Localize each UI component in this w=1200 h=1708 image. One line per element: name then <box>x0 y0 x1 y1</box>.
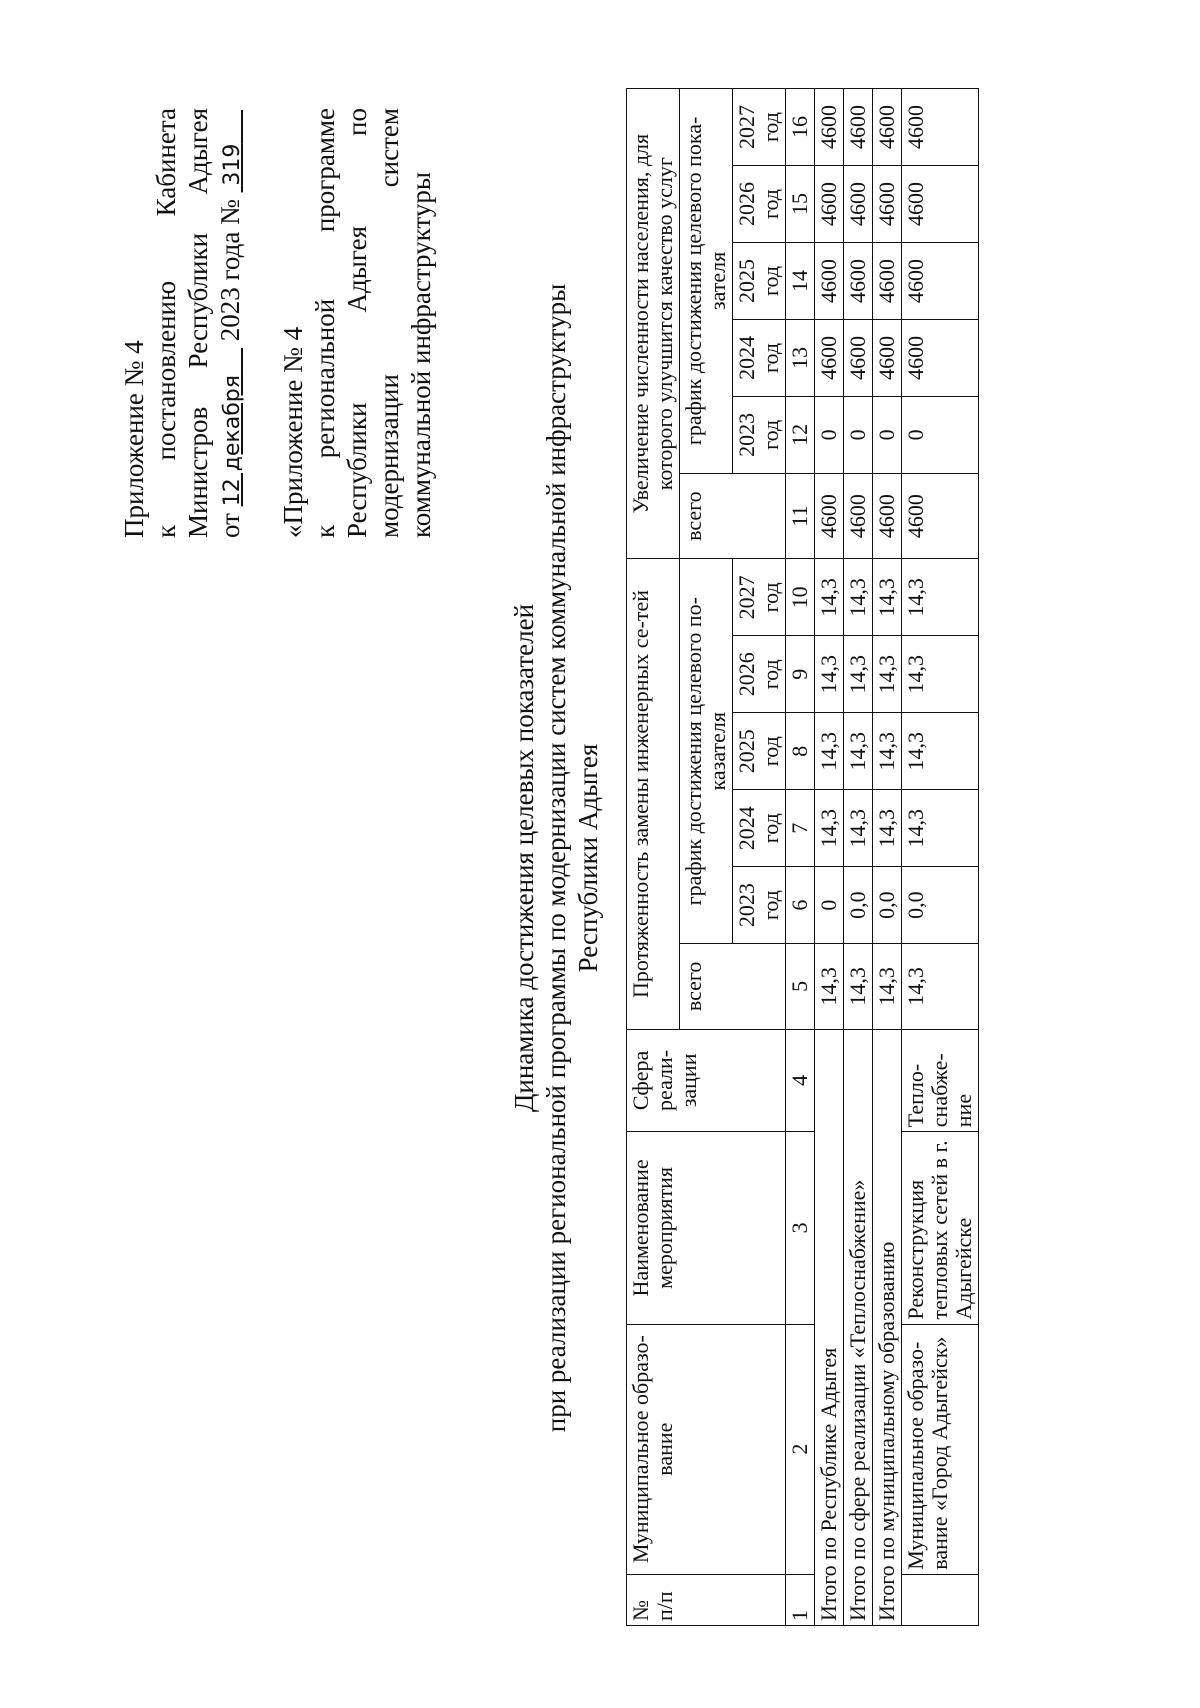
cell: 4600 <box>902 319 979 396</box>
appendix-word: региональной <box>310 298 340 459</box>
cell: 0 <box>902 396 979 473</box>
col-number: 8 <box>786 713 815 790</box>
cell: 4600 <box>873 89 902 166</box>
row-label: Итого по Республике Адыгея <box>815 1029 844 1625</box>
appendix-line <box>150 108 182 538</box>
header-total: всего <box>680 473 786 559</box>
cell: 14,3 <box>815 713 844 790</box>
appendix-word: Адыгея <box>342 226 372 313</box>
cell: 14,3 <box>844 944 873 1030</box>
title-line: при реализации региональной программы по модернизации систем коммунальной инфраструктуры <box>541 283 571 1433</box>
col-number: 14 <box>786 242 815 319</box>
cell: 14,3 <box>844 713 873 790</box>
cell: 4600 <box>844 242 873 319</box>
header-population-group: Увеличение численности населения, для которого улучшится качество услуг <box>627 89 680 559</box>
header-year: 2023 год <box>733 396 786 473</box>
appendix-word: к <box>310 524 340 538</box>
handwritten-number: 319 <box>220 143 245 186</box>
cell: 14,3 <box>902 944 979 1030</box>
cell: 4600 <box>873 319 902 396</box>
cell: 4600 <box>902 242 979 319</box>
cell: 0 <box>844 396 873 473</box>
cell: 14,3 <box>815 944 844 1030</box>
appendix-line <box>341 108 373 538</box>
cell: 14,3 <box>815 636 844 713</box>
header-year: 2024 год <box>733 319 786 396</box>
appendix-line <box>373 108 405 538</box>
cell: 4600 <box>844 473 873 559</box>
cell: 4600 <box>815 473 844 559</box>
cell: 14,3 <box>844 636 873 713</box>
col-number: 11 <box>786 473 815 559</box>
appendix-line: коммунальной инфраструктуры <box>406 172 436 538</box>
header-schedule: график достижения целевого пока-зателя <box>680 89 733 474</box>
cell: 14,3 <box>873 790 902 867</box>
cell: 4600 <box>844 89 873 166</box>
cell: 4600 <box>873 242 902 319</box>
appendix-word: к <box>151 524 181 538</box>
col-number: 2 <box>786 1324 815 1574</box>
header-year: 2024 год <box>733 790 786 867</box>
row-label: Итого по сфере реализации «Теплоснабжение» <box>844 1029 873 1625</box>
detail-municipality: Муниципальное образо-вание «Город Адыгейск» <box>902 1324 979 1574</box>
header-num: № п/п <box>627 1574 786 1625</box>
handwritten-date: 12 декабря <box>220 375 245 507</box>
appendix-line: Министров Республики Адыгея <box>183 108 213 538</box>
header-year: 2026 год <box>733 166 786 243</box>
col-number: 6 <box>786 867 815 944</box>
cell: 4600 <box>844 166 873 243</box>
detail-sphere: Тепло-снабже-ние <box>902 1029 979 1132</box>
col-number: 12 <box>786 396 815 473</box>
cell: 4600 <box>902 89 979 166</box>
cell: 14,3 <box>902 636 979 713</box>
appendix-line: «Приложение № 4 <box>278 326 308 538</box>
header-year: 2023 год <box>733 867 786 944</box>
cell: 14,3 <box>873 559 902 636</box>
appendix-word: Республики <box>342 402 372 538</box>
cell: 0 <box>873 396 902 473</box>
appendix-date-line <box>214 108 249 538</box>
col-number: 3 <box>786 1132 815 1324</box>
appendix-block <box>118 108 437 538</box>
cell: 4600 <box>815 166 844 243</box>
appendix-word: постановлению <box>151 280 181 461</box>
appendix-date-handwritten <box>215 348 245 506</box>
column-numbers-row <box>786 89 815 1626</box>
cell: 14,3 <box>902 790 979 867</box>
total-row <box>844 89 873 1626</box>
cell: 14,3 <box>902 559 979 636</box>
appendix-word: 2023 года № <box>215 199 245 342</box>
total-row <box>815 89 844 1626</box>
cell: 14,3 <box>844 559 873 636</box>
header-year: 2026 год <box>733 636 786 713</box>
cell: 0,0 <box>902 867 979 944</box>
detail-row <box>902 89 979 1626</box>
cell: 4600 <box>902 473 979 559</box>
col-number: 9 <box>786 636 815 713</box>
title-line: Республики Адыгея <box>573 743 603 973</box>
cell: 14,3 <box>844 790 873 867</box>
cell: 0,0 <box>873 867 902 944</box>
header-total: всего <box>680 944 786 1030</box>
indicators-table <box>626 88 979 1626</box>
appendix-number-handwritten <box>215 110 245 193</box>
row-label: Итого по муниципальному образованию <box>873 1029 902 1625</box>
cell: 14,3 <box>873 636 902 713</box>
col-number: 16 <box>786 89 815 166</box>
header-sphere: Сфера реали-зации <box>627 1029 786 1132</box>
appendix-word: программе <box>310 107 340 233</box>
appendix-word: по <box>342 108 372 136</box>
header-length-group: Протяженность замены инженерных се-тей <box>627 559 680 1029</box>
col-number: 1 <box>786 1574 815 1625</box>
cell: 4600 <box>873 166 902 243</box>
title-line: Динамика достижения целевых показателей <box>509 603 539 1113</box>
col-number: 5 <box>786 944 815 1030</box>
header-year: 2025 год <box>733 713 786 790</box>
cell: 14,3 <box>902 713 979 790</box>
cell: 0 <box>815 396 844 473</box>
appendix-line <box>309 108 341 538</box>
col-number: 10 <box>786 559 815 636</box>
col-number: 4 <box>786 1029 815 1132</box>
cell: 0 <box>815 867 844 944</box>
cell: 4600 <box>902 166 979 243</box>
col-number: 15 <box>786 166 815 243</box>
detail-event: Реконструкция тепловых сетей в г. Адыгейске <box>902 1132 979 1324</box>
appendix-word: модернизации <box>374 374 404 538</box>
cell: 14,3 <box>873 944 902 1030</box>
header-year: 2025 год <box>733 242 786 319</box>
total-row <box>873 89 902 1626</box>
cell: 4600 <box>815 319 844 396</box>
header-year: 2027 год <box>733 89 786 166</box>
col-number: 7 <box>786 790 815 867</box>
cell: 0,0 <box>844 867 873 944</box>
header-schedule: график достижения целевого по-казателя <box>680 559 733 944</box>
appendix-word: Кабинета <box>151 108 181 217</box>
cell: 4600 <box>873 473 902 559</box>
header-event: Наименование мероприятия <box>627 1132 786 1324</box>
cell: 4600 <box>844 319 873 396</box>
header-municipality: Муниципальное образо-вание <box>627 1324 786 1574</box>
appendix-word: систем <box>374 108 404 188</box>
cell: 14,3 <box>815 559 844 636</box>
cell: 4600 <box>815 242 844 319</box>
header-row <box>627 89 680 1626</box>
cell: 14,3 <box>815 790 844 867</box>
appendix-word: от <box>215 513 245 538</box>
detail-num <box>902 1574 979 1625</box>
document-title <box>508 108 604 1608</box>
header-year: 2027 год <box>733 559 786 636</box>
cell: 4600 <box>815 89 844 166</box>
col-number: 13 <box>786 319 815 396</box>
appendix-line: Приложение № 4 <box>119 340 149 538</box>
cell: 14,3 <box>873 713 902 790</box>
